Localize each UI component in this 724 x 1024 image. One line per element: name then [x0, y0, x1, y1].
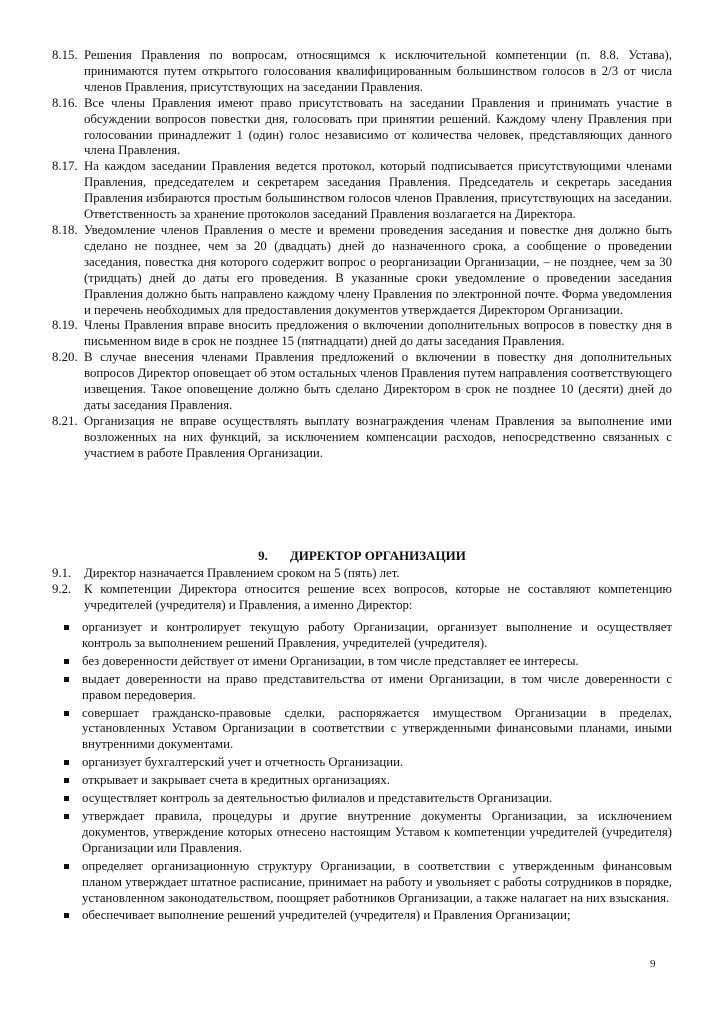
bullet-icon — [64, 796, 69, 801]
clause-number: 9.1. — [52, 566, 72, 580]
list-item — [62, 908, 672, 924]
clause-text: Все члены Правления имеют право присутствовать на заседании Правления и принимать участие в обсуждении вопросов повестки дня, голосовать при принятии решений. Каждому члену Правления при голосовании принадлежит 1 (один) голос независимо от количества человек, представляющих данного члена Правления. — [84, 95, 672, 158]
bullet-icon — [64, 659, 69, 664]
list-item — [62, 809, 672, 857]
clause-text: К компетенции Директора относится решение всех вопросов, которые не составляют компетенцию учредителей (учредителя) и Правления, а именно Директор: — [84, 581, 672, 612]
clause-number: 9.2. — [52, 581, 72, 596]
clause-9-1 — [52, 566, 672, 582]
list-item-text: определяет организационную структуру Организации, в соответствии с утвержденным финансовым планом утверждает штатное расписание, принимает на работу и увольняет с работы сотрудников в порядке, установленном законодательством, поощряет работников Организации, а также налагает на них взыскания. — [82, 858, 672, 905]
section-number: 9. — [258, 548, 268, 563]
list-item-text: без доверенности действует от имени Организации, в том числе представляет ее интересы. — [82, 653, 579, 668]
list-item — [62, 791, 672, 807]
clause-number: 8.21. — [52, 413, 78, 428]
list-item-text: организует бухгалтерский учет и отчетность Организации. — [82, 755, 404, 770]
bullet-icon — [64, 677, 69, 682]
section-title: ДИРЕКТОР ОРГАНИЗАЦИИ — [289, 548, 466, 563]
bullet-icon — [64, 913, 69, 918]
list-item — [62, 773, 672, 789]
bullet-icon — [64, 760, 69, 765]
list-item-text: утверждает правила, процедуры и другие внутренние документы Организации, за исключением документов, утверждение которых отнесено настоящим Уставом к компетенции учредителей (учредителя) Организации или Правления. — [82, 808, 672, 855]
bullet-icon — [64, 864, 69, 869]
clause-8-17 — [52, 159, 672, 223]
list-item-text: обеспечивает выполнение решений учредителей (учредителя) и Правления Организации; — [82, 908, 571, 923]
clause-number: 8.20. — [52, 350, 78, 365]
clause-8-18 — [52, 223, 672, 318]
list-item — [62, 859, 672, 907]
clause-8-20 — [52, 350, 672, 414]
list-item-text: осуществляет контроль за деятельностью филиалов и представительств Организации. — [82, 791, 553, 806]
bullet-icon — [64, 814, 69, 819]
clause-text: В случае внесения членами Правления предложений о включении в повестку дня дополнительных вопросов Директор оповещает об этом остальных членов Правления путем направления соответствующего извещения. Такое оповещение должно быть сделано Директором в срок не позднее 10 (десяти) дней до даты заседания Правления. — [84, 350, 672, 412]
bullet-icon — [64, 625, 69, 630]
director-duties-list — [62, 620, 672, 926]
list-item — [62, 654, 672, 670]
clause-text: Члены Правления вправе вносить предложения о включении дополнительных вопросов в повестку дня в письменном виде в срок не позднее 15 (пятнадцати) дней до даты заседания Правления. — [84, 318, 672, 349]
list-item-text: совершает гражданско-правовые сделки, распоряжается имуществом Организации в пределах, установленных Уставом Организации в соответствии с утвержденными финансовыми планами, иными внутренними документами. — [82, 705, 672, 752]
clause-8-16 — [52, 96, 672, 160]
bullet-icon — [64, 711, 69, 716]
list-item — [62, 755, 672, 771]
clause-8-15 — [52, 48, 672, 96]
clause-8-19 — [52, 318, 672, 350]
clause-text: Уведомление членов Правления о месте и времени проведения заседания и повестке дня должно быть сделано не позднее, чем за 20 (двадцать) дней до назначенного срока, а сообщение о проведении заседания, повестка дня которого содержит вопрос о реорганизации Организации, – не позднее, чем за 30 (тридцать) дней до даты его проведения. В указанные сроки уведомление о проведении заседания Правления должно быть направлено каждому члену Правления по электронной почте. Форма уведомления и перечень необходимых для предоставления документов утверждается Директором Организации. — [84, 222, 672, 317]
section-9-items — [52, 566, 672, 614]
list-item-text: открывает и закрывает счета в кредитных организациях. — [82, 773, 390, 788]
clause-text: Решения Правления по вопросам, относящимся к исключительной компетенции (п. 8.8. Устава), принимаются путем открытого голосования квалифицированным большинством голосов в 2/3 от числа членов Правления, присутствующих на заседании Правления. — [84, 48, 672, 94]
clause-8-21 — [52, 414, 672, 462]
clause-number: 8.19. — [52, 318, 78, 333]
clause-number: 8.17. — [52, 159, 78, 174]
clause-text: Директор назначается Правлением сроком на 5 (пять) лет. — [84, 566, 400, 580]
clause-number: 8.18. — [52, 222, 78, 237]
list-item-text: организует и контролирует текущую работу Организации, организует выполнение и осуществляет контроль за выполнением решений Правления, учредителей (учредителя). — [82, 620, 672, 650]
clause-number: 8.16. — [52, 95, 78, 110]
bullet-icon — [64, 778, 69, 783]
list-item — [62, 672, 672, 704]
list-item-text: выдает доверенности на право представительства от имени Организации, в том числе доверенности с правом передоверия. — [82, 671, 672, 702]
page-number: 9 — [650, 958, 656, 970]
list-item — [62, 706, 672, 754]
clause-9-2 — [52, 582, 672, 614]
section-8-items — [52, 48, 672, 462]
clause-text: На каждом заседании Правления ведется протокол, который подписывается присутствующими членами Правления, председателем и секретарем заседания Правления. Председатель и секретарь заседания Правления избираются простым большинством голосов членов Правления, присутствующих на заседании. Ответственность за хранение протоколов заседаний Правления возлагается на Директора. — [84, 159, 672, 222]
section-9-heading — [52, 548, 672, 564]
clause-number: 8.15. — [52, 48, 78, 62]
list-item — [62, 620, 672, 652]
clause-text: Организация не вправе осуществлять выплату вознаграждения членам Правления за выполнение ими возложенных на них функций, за исключением компенсации расходов, непосредственно связанных с участием в работе Правления Организации. — [84, 413, 672, 460]
